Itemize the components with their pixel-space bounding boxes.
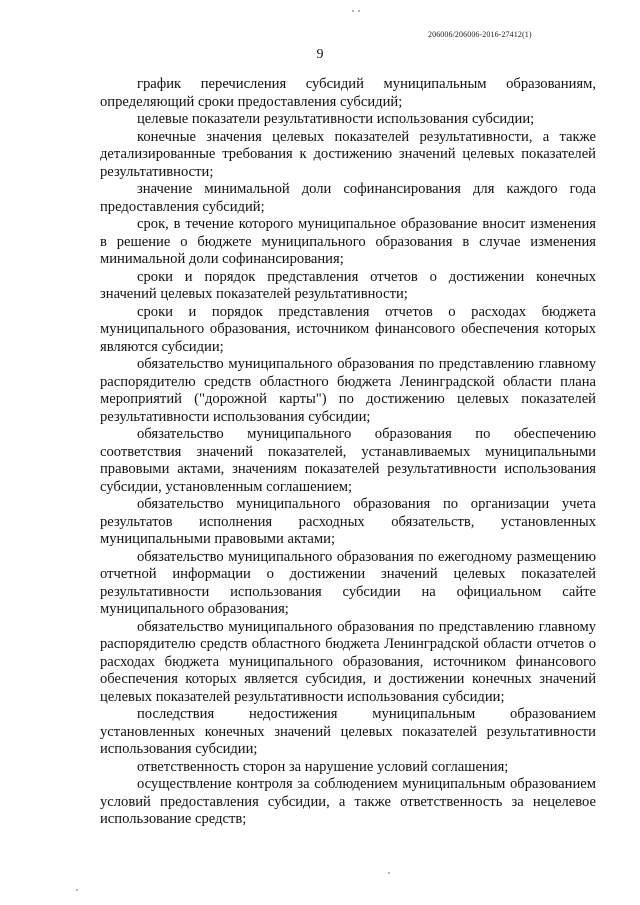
paragraph: график перечисления субсидий муниципальным образованиям, определяющий сроки предоставления субсидий; — [100, 76, 596, 110]
paragraph: обязательство муниципального образования по представлению главному распорядителю средств областного бюджета Ленинградской области плана мероприятий ("дорожной карты") по достижению целевых показателей результативности использования субсидии; — [100, 356, 596, 425]
paragraph: обязательство муниципального образования по обеспечению соответствия значений показателей, устанавливаемых муниципальными правовыми актами, значениям показателей результативности использования субсидии, установленным соглашением; — [100, 426, 596, 495]
paragraph: последствия недостижения муниципальным образованием установленных конечных значений целевых показателей результативности использования субсидии; — [100, 706, 596, 757]
scan-speck — [76, 889, 78, 891]
paragraph: конечные значения целевых показателей результативности, а также детализированные требования к достижению значений целевых показателей результативности; — [100, 128, 596, 180]
document-body — [100, 76, 596, 829]
paragraph: целевые показатели результативности использования субсидии; — [137, 111, 535, 127]
paragraph: обязательство муниципального образования по ежегодному размещению отчетной информации о достижении значений целевых показателей результативности использования субсидии на официальном сайте муниципального образования; — [100, 548, 596, 617]
paragraph: осуществление контроля за соблюдением муниципальным образованием условий предоставления субсидии, а также ответственность за нецелевое использование средств; — [100, 776, 596, 827]
scan-speck — [352, 10, 354, 12]
paragraph: сроки и порядок представления отчетов о расходах бюджета муниципального образования, источником финансового обеспечения которых являются субсидии; — [100, 303, 596, 355]
paragraph: сроки и порядок представления отчетов о достижении конечных значений целевых показателей результативности; — [100, 268, 596, 302]
page-number: 9 — [316, 47, 324, 62]
document-id: 206006/206006-2016-27412(1) — [428, 30, 532, 39]
paragraph: значение минимальной доли софинансирования для каждого года предоставления субсидий; — [100, 181, 596, 215]
scan-speck — [358, 10, 360, 12]
paragraph: обязательство муниципального образования по представлению главному распорядителю средств областного бюджета Ленинградской области отчетов о расходах бюджета муниципального образования, источником финансового обеспечения которых является субсидия, и достижении конечных значений целевых показателей результативности использования субсидии; — [100, 618, 596, 705]
paragraph: обязательство муниципального образования по организации учета результатов исполнения расходных обязательств, установленных муниципальными правовыми актами; — [100, 496, 596, 547]
paragraph: срок, в течение которого муниципальное образование вносит изменения в решение о бюджете муниципального образования в случае изменения минимальной доли софинансирования; — [100, 216, 596, 267]
paragraph: ответственность сторон за нарушение условий соглашения; — [137, 758, 509, 775]
scan-speck — [388, 872, 390, 874]
